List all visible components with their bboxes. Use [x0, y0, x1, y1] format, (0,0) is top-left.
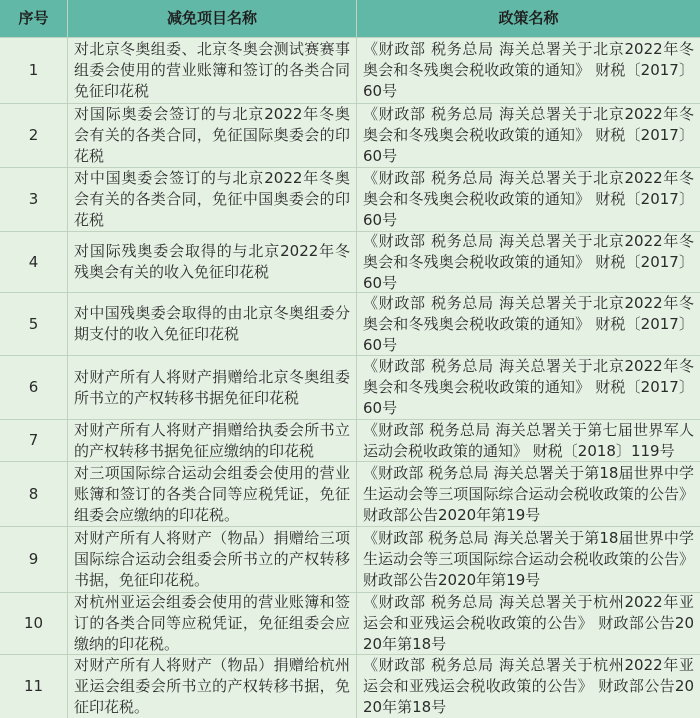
row-number: 7	[28, 431, 39, 449]
header-label: 序号	[18, 9, 49, 27]
cell-number	[0, 104, 67, 167]
item-text: 对财产所有人将财产（物品）捐赠给三项国际综合运动会组委会所书立的产权转移书据，免征印花税。	[74, 529, 350, 589]
item-text: 对北京冬奥组委、北京冬奥会测试赛赛事组委会使用的营业账簿和签订的各类合同免征印花税	[74, 40, 350, 100]
header-label: 减免项目名称	[166, 9, 257, 27]
policy-text: 《财政部 税务总局 海关总署关于杭州2022年亚运会和亚残运会税收政策的公告》 财政部公告2020年第18号	[363, 593, 694, 653]
cell-policy-name	[357, 593, 700, 654]
cell-number	[0, 356, 67, 419]
cell-number	[0, 232, 67, 292]
policy-text: 《财政部 税务总局 海关总署关于北京2022年冬奥会和冬残奥会税收政策的通知》 财税〔2017〕60号	[363, 169, 694, 229]
header-label: 政策名称	[498, 9, 559, 27]
cell-item-name	[68, 420, 356, 461]
row-number: 10	[23, 614, 44, 632]
cell-policy-name	[357, 655, 700, 718]
cell-policy-name	[357, 356, 700, 419]
item-text: 对财产所有人将财产（物品）捐赠给杭州亚运会组委会所书立的产权转移书据，免征印花税。	[74, 656, 350, 716]
item-text: 对财产所有人将财产捐赠给执委会所书立的产权转移书据免征应缴纳的印花税	[74, 420, 350, 460]
row-number: 5	[28, 314, 39, 333]
policy-text: 《财政部 税务总局 海关总署关于第18届世界中学生运动会等三项国际综合运动会税收政策的公告》财政部公告2020年第19号	[363, 463, 694, 524]
cell-item-name	[68, 232, 356, 292]
cell-number	[0, 593, 67, 654]
cell-number	[0, 38, 67, 103]
cell-number	[0, 293, 67, 355]
item-text: 对中国奥委会签订的与北京2022年冬奥会有关的各类合同，免征中国奥委会的印花税	[74, 169, 350, 229]
header-cell-item-name	[68, 0, 356, 37]
cell-number	[0, 527, 67, 592]
cell-policy-name	[357, 293, 700, 355]
cell-item-name	[68, 168, 356, 231]
row-number: 11	[23, 677, 44, 695]
policy-text: 《财政部 税务总局 海关总署关于第18届世界中学生运动会等三项国际综合运动会税收政策的公告》财政部公告2020年第19号	[363, 529, 694, 589]
policy-text: 《财政部 税务总局 海关总署关于北京2022年冬奥会和冬残奥会税收政策的通知》 财税〔2017〕60号	[363, 232, 694, 292]
cell-item-name	[68, 104, 356, 167]
item-text: 对国际奥委会签订的与北京2022年冬奥会有关的各类合同，免征国际奥委会的印花税	[74, 105, 350, 165]
cell-number	[0, 462, 67, 526]
cell-policy-name	[357, 104, 700, 167]
header-cell-policy-name	[357, 0, 700, 37]
cell-item-name	[68, 356, 356, 419]
row-number: 1	[28, 61, 39, 79]
policy-text: 《财政部 税务总局 海关总署关于北京2022年冬奥会和冬残奥会税收政策的通知》 财税〔2017〕60号	[363, 105, 694, 165]
cell-policy-name	[357, 38, 700, 103]
cell-number	[0, 655, 67, 718]
item-text: 对国际残奥委会取得的与北京2022年冬残奥会有关的收入免征印花税	[74, 242, 350, 281]
item-text: 对三项国际综合运动会组委会使用的营业账簿和签订的各类合同等应税凭证，免征组委会应缴纳的印花税。	[74, 463, 350, 524]
item-text: 对杭州亚运会组委会使用的营业账簿和签订的各类合同等应税凭证，免征组委会应缴纳的印花税。	[74, 593, 350, 653]
header-cell-number	[0, 0, 67, 37]
row-number: 4	[28, 252, 39, 271]
cell-policy-name	[357, 420, 700, 461]
policy-text: 《财政部 税务总局 海关总署关于杭州2022年亚运会和亚残运会税收政策的公告》 财政部公告2020年第18号	[363, 656, 694, 716]
cell-item-name	[68, 527, 356, 592]
item-text: 对财产所有人将财产捐赠给北京冬奥组委所书立的产权转移书据免征印花税	[74, 367, 350, 407]
cell-policy-name	[357, 462, 700, 526]
cell-item-name	[68, 462, 356, 526]
row-number: 2	[28, 126, 39, 144]
policy-text: 《财政部 税务总局 海关总署关于北京2022年冬奥会和冬残奥会税收政策的通知》 财税〔2017〕60号	[363, 40, 694, 100]
policy-text: 《财政部 税务总局 海关总署关于第七届世界军人运动会税收政策的通知》 财税〔2018〕119号	[363, 420, 694, 460]
row-number: 6	[28, 378, 39, 396]
cell-policy-name	[357, 527, 700, 592]
cell-item-name	[68, 293, 356, 355]
row-number: 9	[28, 550, 39, 568]
cell-policy-name	[357, 168, 700, 231]
cell-item-name	[68, 655, 356, 718]
policy-text: 《财政部 税务总局 海关总署关于北京2022年冬奥会和冬残奥会税收政策的通知》 财税〔2017〕60号	[363, 293, 694, 354]
row-number: 8	[28, 484, 39, 503]
row-number: 3	[28, 190, 39, 208]
cell-number	[0, 168, 67, 231]
policy-text: 《财政部 税务总局 海关总署关于北京2022年冬奥会和冬残奥会税收政策的通知》 财税〔2017〕60号	[363, 357, 694, 417]
cell-item-name	[68, 593, 356, 654]
cell-policy-name	[357, 232, 700, 292]
item-text: 对中国残奥委会取得的由北京冬奥组委分期支付的收入免征印花税	[74, 304, 350, 343]
cell-item-name	[68, 38, 356, 103]
cell-number	[0, 420, 67, 461]
